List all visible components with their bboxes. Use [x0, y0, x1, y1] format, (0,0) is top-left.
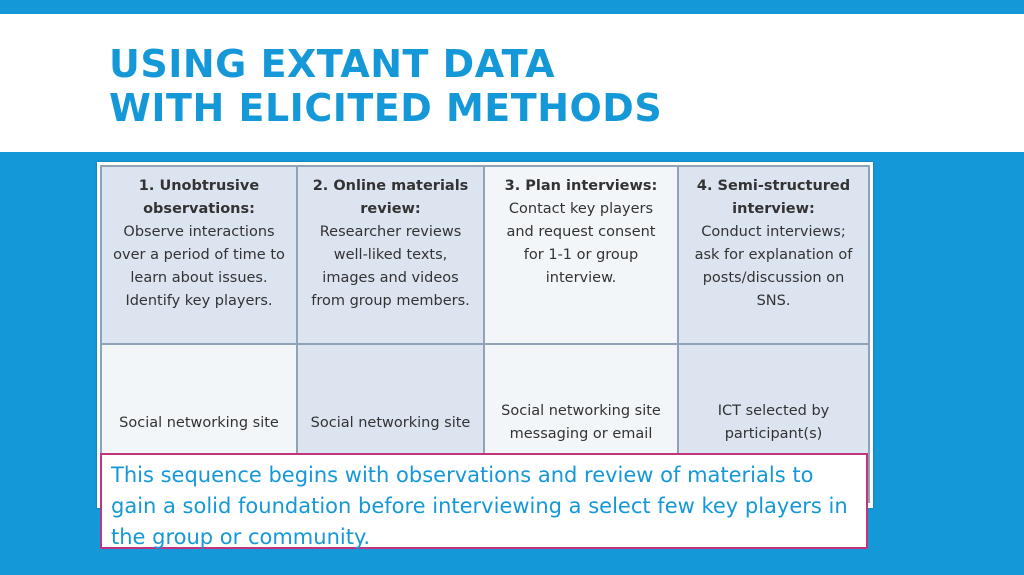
step-heading: 4. Semi-structured interview:	[696, 178, 851, 217]
steps-row	[101, 166, 869, 344]
step-cell-2	[297, 166, 484, 344]
step-description: Observe interactions over a period of time to learn about issues. Identify key players.	[113, 224, 285, 309]
step-heading: 1. Unobtrusive observations:	[138, 178, 260, 217]
step-cell-3	[484, 166, 678, 344]
title-panel	[0, 14, 1024, 152]
caption-box: This sequence begins with observations and review of materials to gain a solid foundation before interviewing a select few key players in the group or community.	[100, 453, 868, 549]
step-description: Contact key players and request consent for 1-1 or group interview.	[506, 201, 656, 286]
step-cell-4	[678, 166, 869, 344]
medium-cell-2: Social networking site	[297, 344, 484, 502]
step-heading: 3. Plan interviews:	[504, 178, 658, 194]
step-description: Researcher reviews well-liked texts, images and videos from group members.	[311, 224, 470, 309]
medium-cell-1: Social networking site	[101, 344, 297, 502]
medium-cell-4: ICT selected by participant(s)	[678, 344, 869, 502]
step-heading: 2. Online materials review:	[312, 178, 469, 217]
step-cell-1	[101, 166, 297, 344]
slide-title-line-2: WITH ELICITED METHODS	[109, 86, 663, 130]
medium-cell-3: Social networking site messaging or email	[484, 344, 678, 502]
slide-title-line-1: USING EXTANT DATA	[109, 42, 556, 86]
step-description: Conduct interviews; ask for explanation of posts/discussion on SNS.	[694, 224, 853, 309]
